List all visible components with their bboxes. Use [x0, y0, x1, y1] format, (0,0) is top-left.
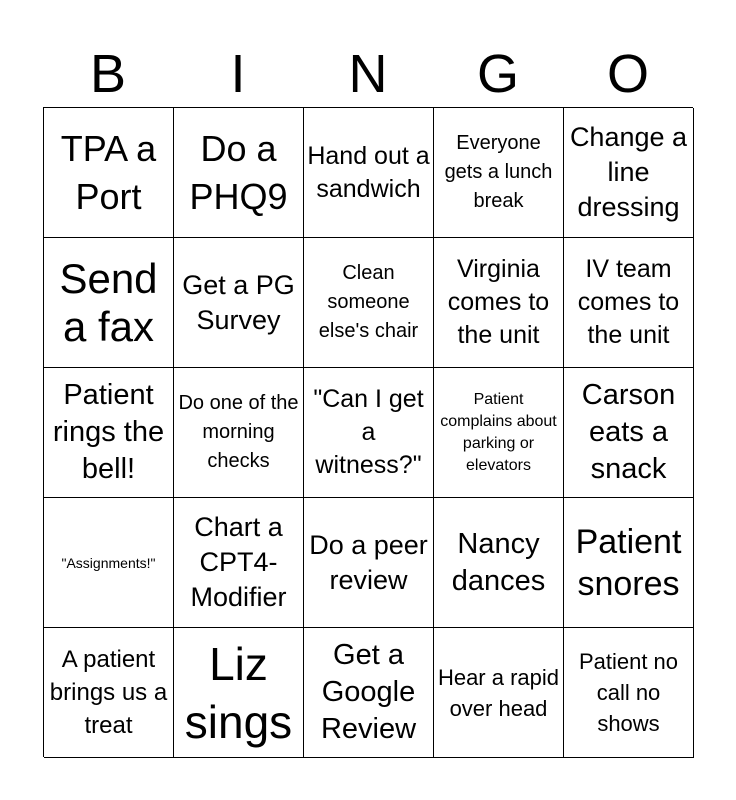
cell-text: Patient no call no shows — [578, 649, 679, 736]
bingo-cell[interactable] — [564, 108, 694, 238]
bingo-cell[interactable] — [44, 108, 174, 238]
bingo-header — [43, 40, 693, 108]
cell-text: Patient complains about parking or elevators — [440, 390, 557, 474]
cell-text: Carson eats a snack — [581, 379, 676, 485]
bingo-cell[interactable] — [174, 498, 304, 628]
bingo-cell[interactable] — [174, 368, 304, 498]
cell-text: Get a Google Review — [320, 639, 417, 745]
cell-text: A patient brings us a treat — [49, 646, 168, 739]
cell-text: Get a PG Survey — [182, 269, 295, 335]
bingo-cell[interactable] — [304, 628, 434, 758]
cell-text: Patient snores — [575, 522, 682, 603]
bingo-cell[interactable] — [174, 108, 304, 238]
cell-text: Hear a rapid over head — [437, 664, 560, 721]
bingo-cell[interactable] — [174, 628, 304, 758]
bingo-cell[interactable] — [304, 108, 434, 238]
cell-text: IV team comes to the unit — [577, 255, 680, 349]
cell-text: Patient rings the bell! — [52, 379, 165, 485]
cell-text: Do one of the morning checks — [178, 392, 299, 472]
cell-text: Do a PHQ9 — [189, 127, 288, 217]
cell-text: Do a peer review — [309, 529, 428, 595]
bingo-cell[interactable] — [44, 368, 174, 498]
cell-text: Nancy dances — [451, 527, 546, 597]
bingo-cell[interactable] — [304, 238, 434, 368]
bingo-cell[interactable] — [304, 498, 434, 628]
bingo-cell[interactable] — [564, 238, 694, 368]
header-letter-g: G — [476, 44, 519, 104]
cell-text: "Assignments!" — [61, 554, 156, 571]
cell-text: Everyone gets a lunch break — [444, 132, 553, 212]
bingo-cell[interactable] — [434, 368, 564, 498]
cell-text: Virginia comes to the unit — [447, 255, 550, 349]
cell-text: Send a fax — [59, 254, 158, 350]
cell-text: Liz sings — [184, 637, 293, 748]
bingo-board — [43, 107, 693, 757]
bingo-cell[interactable] — [44, 238, 174, 368]
bingo-cell[interactable] — [564, 628, 694, 758]
cell-text: Clean someone else's chair — [318, 262, 419, 342]
bingo-cell[interactable] — [564, 368, 694, 498]
bingo-cell[interactable] — [434, 498, 564, 628]
bingo-cell[interactable] — [44, 498, 174, 628]
cell-text: Chart a CPT4-Modifier — [190, 512, 287, 612]
header-letter-b: B — [89, 44, 127, 104]
bingo-cell[interactable] — [174, 238, 304, 368]
cell-text: TPA a Port — [60, 127, 157, 217]
header-letter-o: O — [606, 44, 649, 104]
bingo-cell[interactable] — [434, 108, 564, 238]
bingo-cell[interactable] — [434, 238, 564, 368]
bingo-cell[interactable] — [304, 368, 434, 498]
bingo-cell[interactable] — [434, 628, 564, 758]
header-letter-i: I — [230, 44, 246, 104]
bingo-cell[interactable] — [564, 498, 694, 628]
header-letter-n: N — [348, 44, 388, 104]
cell-text: Change a line dressing — [569, 122, 688, 222]
cell-text: "Can I get a witness?" — [313, 385, 424, 479]
bingo-cell[interactable] — [44, 628, 174, 758]
cell-text: Hand out a sandwich — [307, 141, 430, 203]
